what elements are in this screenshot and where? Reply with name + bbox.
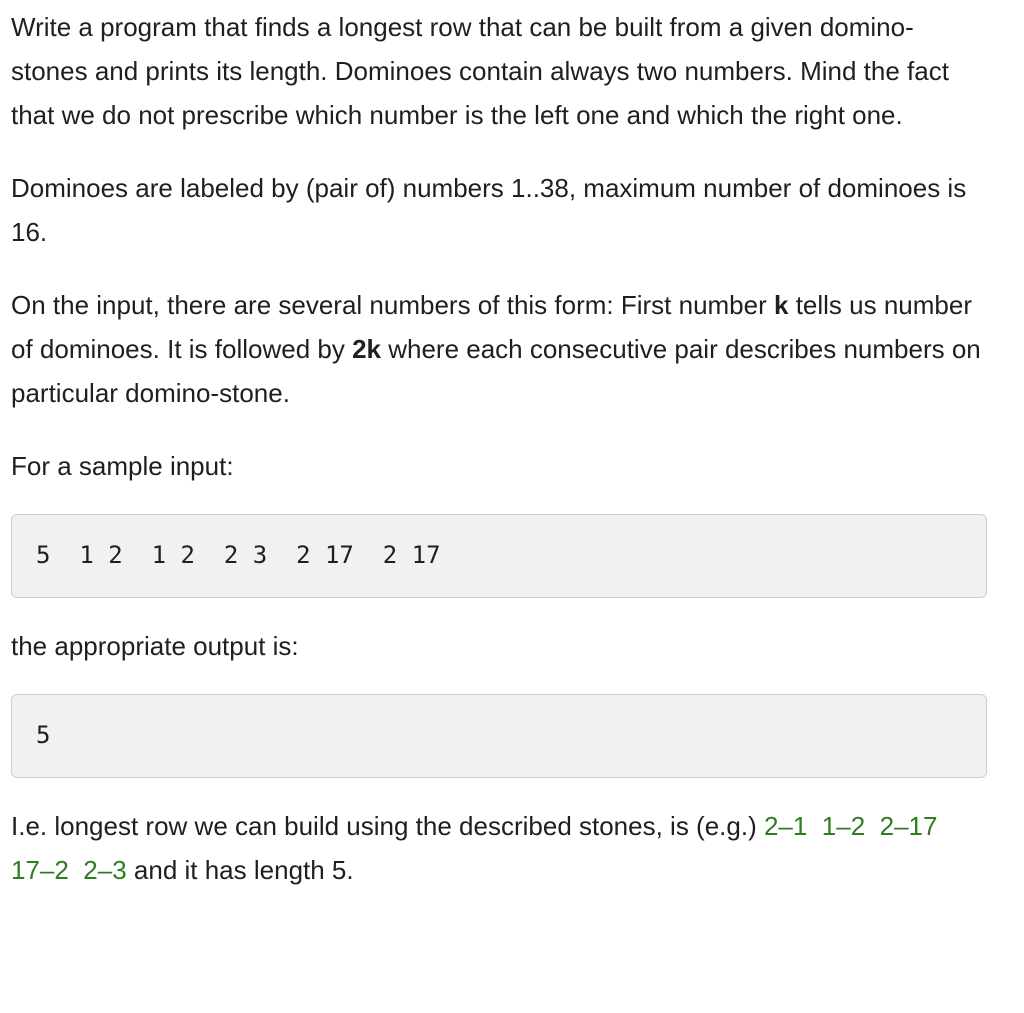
input-format-k: k bbox=[774, 290, 789, 320]
sample-input-label: For a sample input: bbox=[11, 451, 234, 481]
input-format-text-2: tells us number of dominoes. It is followed by bbox=[11, 290, 972, 364]
intro-paragraph: Write a program that finds a longest row that can be built from a given domino-stones and prints its length. Dominoes contain always two numbers. Mind the fact that we do not prescribe which number is the left one and which the right one. bbox=[11, 12, 949, 130]
input-format-2k: 2k bbox=[352, 334, 381, 364]
explanation-paragraph bbox=[11, 804, 988, 892]
input-format-text-1: On the input, there are several numbers of this form: First number bbox=[11, 290, 774, 320]
labels-paragraph: Dominoes are labeled by (pair of) numbers 1..38, maximum number of dominoes is 16. bbox=[11, 173, 967, 247]
sample-input-codeblock: 5 1 2 1 2 2 3 2 17 2 17 bbox=[11, 514, 987, 598]
domino-sequence: 2–1 1–2 2–17 17–2 2–3 bbox=[11, 811, 952, 885]
explanation-text-2: and it has length 5. bbox=[126, 855, 354, 885]
input-format-text-3: where each consecutive pair describes numbers on particular domino-stone. bbox=[11, 334, 981, 408]
input-format-paragraph bbox=[11, 283, 988, 415]
output-label: the appropriate output is: bbox=[11, 631, 299, 661]
explanation-text-1: I.e. longest row we can build using the described stones, is (e.g.) bbox=[11, 811, 764, 841]
sample-output-codeblock: 5 bbox=[11, 694, 987, 778]
